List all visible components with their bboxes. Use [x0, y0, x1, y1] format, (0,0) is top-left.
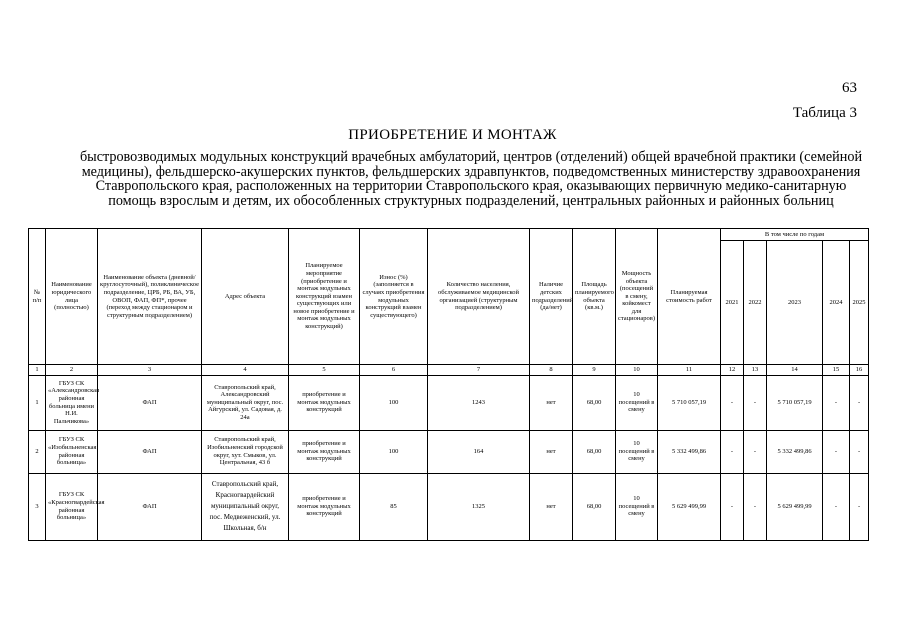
column-number: 11: [658, 365, 721, 376]
cell-num: 1: [29, 375, 46, 430]
cell-legal-entity: ГБУЗ СК «Александровская районная больница имени Н.И. Пальчикова»: [46, 375, 98, 430]
table-label: Таблица 3: [792, 105, 857, 121]
column-number: 16: [850, 365, 869, 376]
header-legal-entity: Наименование юридического лица (полностью): [46, 229, 98, 365]
cell-address: Ставропольский край, Изобильненский городской округ, хут. Смыков, ул. Центральная, 43 б: [202, 430, 289, 473]
cell-address: Ставропольский край, Александровский муниципальный округ, пос. Айгурский, ул. Садовая, д. 24а: [202, 375, 289, 430]
cell-planned-action: приобретение и монтаж модульных конструкций: [289, 430, 360, 473]
header-child-beds: Наличие детских подразделений (да/нет): [530, 229, 573, 365]
column-number: 2: [46, 365, 98, 376]
cell-year-2022: -: [744, 430, 767, 473]
table-row: [29, 473, 869, 540]
cell-year-2023: 5 629 499,99: [767, 473, 823, 540]
cell-year-2021: -: [721, 430, 744, 473]
column-number: 10: [616, 365, 658, 376]
cell-wear: 100: [360, 375, 428, 430]
cell-year-2023: 5 332 499,86: [767, 430, 823, 473]
header-population: Количество населения, обслуживаемое медицинской организацией (структурным подразделением): [428, 229, 530, 365]
header-num: № п/п: [29, 229, 46, 365]
cell-cost: 5 332 499,86: [658, 430, 721, 473]
column-numbers-row: [29, 365, 869, 376]
cell-child-beds: нет: [530, 430, 573, 473]
cell-year-2024: -: [823, 473, 850, 540]
cell-year-2021: -: [721, 375, 744, 430]
objects-table: [28, 228, 869, 541]
cell-year-2022: -: [744, 473, 767, 540]
cell-capacity: 10 посещений в смену: [616, 430, 658, 473]
header-year: 2023: [767, 241, 823, 365]
column-number: 7: [428, 365, 530, 376]
column-number: 4: [202, 365, 289, 376]
cell-child-beds: нет: [530, 473, 573, 540]
cell-address: Ставропольский край, Красногвардейский муниципальный округ, пос. Медвеженский, ул. Школьная, б/н: [202, 473, 289, 540]
header-year: 2025: [850, 241, 869, 365]
header-area: Площадь планируемого объекта (кв.м.): [573, 229, 616, 365]
cell-legal-entity: ГБУЗ СК «Красногвардейская районная больница»: [46, 473, 98, 540]
cell-year-2021: -: [721, 473, 744, 540]
column-number: 8: [530, 365, 573, 376]
cell-year-2025: -: [850, 430, 869, 473]
header-year: 2024: [823, 241, 850, 365]
cell-object-name: ФАП: [98, 430, 202, 473]
cell-area: 68,00: [573, 473, 616, 540]
cell-year-2024: -: [823, 375, 850, 430]
column-number: 13: [744, 365, 767, 376]
column-number: 15: [823, 365, 850, 376]
cell-year-2025: -: [850, 473, 869, 540]
column-number: 3: [98, 365, 202, 376]
cell-population: 1325: [428, 473, 530, 540]
cell-wear: 85: [360, 473, 428, 540]
cell-capacity: 10 посещений в смену: [616, 375, 658, 430]
cell-planned-action: приобретение и монтаж модульных конструкций: [289, 375, 360, 430]
cell-child-beds: нет: [530, 375, 573, 430]
cell-legal-entity: ГБУЗ СК «Изобильненская районная больница»: [46, 430, 98, 473]
column-number: 6: [360, 365, 428, 376]
cell-population: 1243: [428, 375, 530, 430]
cell-area: 68,00: [573, 430, 616, 473]
header-row-top: [29, 229, 869, 241]
cell-year-2022: -: [744, 375, 767, 430]
cell-num: 2: [29, 430, 46, 473]
header-year: 2022: [744, 241, 767, 365]
header-cost: Планируемая стоимость работ: [658, 229, 721, 365]
header-by-years: В том числе по годам: [721, 229, 869, 241]
cell-cost: 5 629 499,99: [658, 473, 721, 540]
cell-num: 3: [29, 473, 46, 540]
cell-wear: 100: [360, 430, 428, 473]
header-capacity: Мощность объекта (посещений в смену, койкомест для стационаров): [616, 229, 658, 365]
cell-year-2025: -: [850, 375, 869, 430]
header-object-name: Наименование объекта (дневной/круглосуточный), поликлиническое подразделение, ЦРБ, РБ, ВА, УБ, ОВОП, ФАП, ФП*, прочее (переход между стационаром и структурным подразделением): [98, 229, 202, 365]
cell-year-2023: 5 710 057,19: [767, 375, 823, 430]
cell-cost: 5 710 057,19: [658, 375, 721, 430]
cell-object-name: ФАП: [98, 375, 202, 430]
column-number: 1: [29, 365, 46, 376]
header-wear: Износ (%) (заполняется в случаях приобретения модульных конструкций взамен существующего): [360, 229, 428, 365]
cell-planned-action: приобретение и монтаж модульных конструкций: [289, 473, 360, 540]
table-row: [29, 430, 869, 473]
column-number: 12: [721, 365, 744, 376]
header-planned-action: Планируемое мероприятие (приобретение и монтаж модульных конструкций взамен существующих или новое приобретение и монтаж модульных конструкций): [289, 229, 360, 365]
cell-year-2024: -: [823, 430, 850, 473]
document-title: ПРИОБРЕТЕНИЕ И МОНТАЖ: [348, 127, 557, 143]
column-number: 14: [767, 365, 823, 376]
cell-capacity: 10 посещений в смену: [616, 473, 658, 540]
cell-object-name: ФАП: [98, 473, 202, 540]
header-address: Адрес объекта: [202, 229, 289, 365]
column-number: 5: [289, 365, 360, 376]
page-number: 63: [842, 80, 857, 96]
header-year: 2021: [721, 241, 744, 365]
document-subtitle: быстровозводимых модульных конструкций врачебных амбулаторий, центров (отделений) общей врачебной практики (семейной медицины), фельдшерско-акушерских пунктов, фельдшерских здравпунктов, подведомственных министерству здравоохранения Ставропольского края, расположенных на территории Ставропольского края, оказывающих первичную медико-санитарную помощь взрослым и детям, их обособленных структурных подразделений, центральных районных и районных больниц: [79, 149, 863, 209]
column-number: 9: [573, 365, 616, 376]
cell-area: 68,00: [573, 375, 616, 430]
table-row: [29, 375, 869, 430]
cell-population: 164: [428, 430, 530, 473]
